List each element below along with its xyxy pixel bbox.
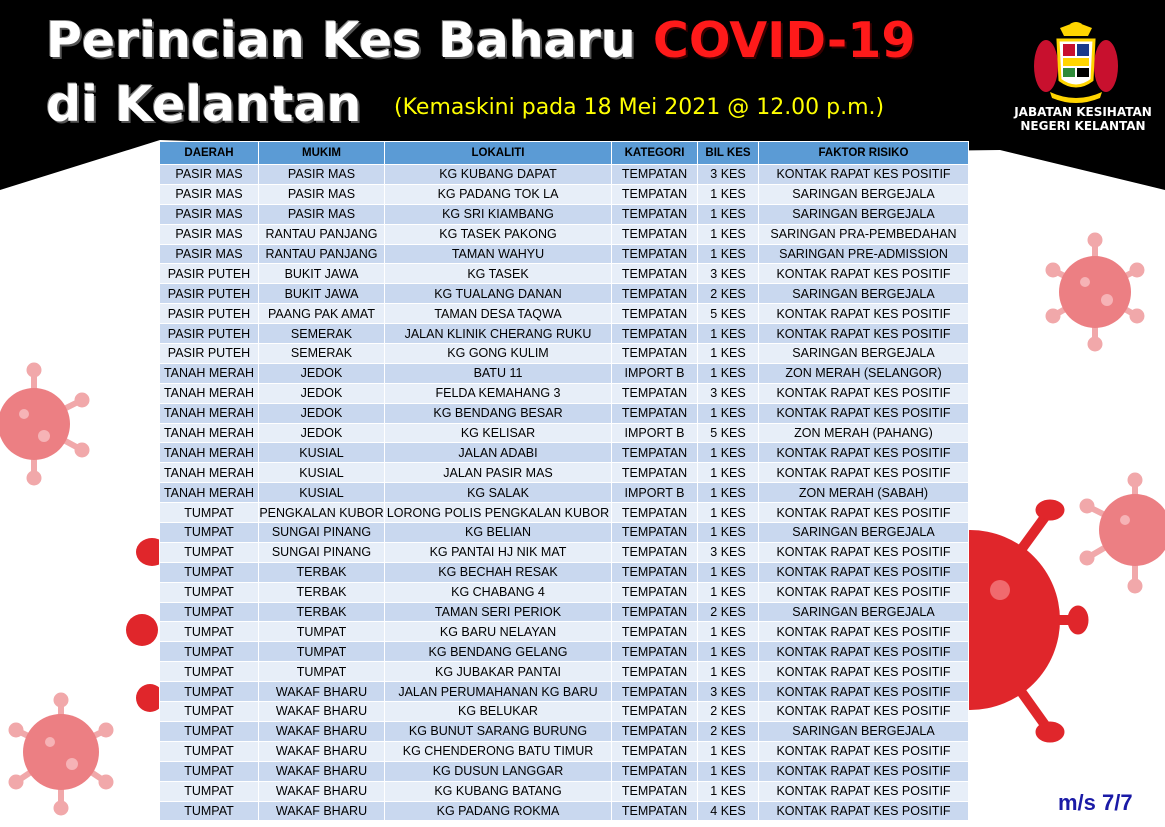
cell-kategori: TEMPATAN (612, 642, 698, 662)
malaysia-coat-of-arms-icon (1030, 22, 1122, 104)
page-number: m/s 7/7 (1058, 790, 1133, 815)
cell-mukim: SUNGAI PINANG (259, 542, 385, 562)
cell-kategori: TEMPATAN (612, 264, 698, 284)
cell-bil-kes: 1 KES (698, 761, 759, 781)
cell-lokaliti: KG BELUKAR (385, 702, 612, 722)
cell-mukim: KUSIAL (259, 483, 385, 503)
cell-bil-kes: 1 KES (698, 562, 759, 582)
cell-kategori: TEMPATAN (612, 562, 698, 582)
cell-mukim: PENGKALAN KUBOR (259, 503, 385, 523)
cell-faktor-risiko: KONTAK RAPAT KES POSITIF (759, 165, 969, 185)
table-row (160, 224, 969, 244)
cell-bil-kes: 1 KES (698, 741, 759, 761)
cell-bil-kes: 2 KES (698, 702, 759, 722)
cell-lokaliti: KG SRI KIAMBANG (385, 204, 612, 224)
cell-bil-kes: 4 KES (698, 801, 759, 821)
cell-mukim: WAKAF BHARU (259, 702, 385, 722)
cell-mukim: WAKAF BHARU (259, 741, 385, 761)
cell-mukim: JEDOK (259, 383, 385, 403)
cell-faktor-risiko: ZON MERAH (PAHANG) (759, 423, 969, 443)
cell-lokaliti: BATU 11 (385, 363, 612, 383)
table-header-row (160, 142, 969, 165)
table-row (160, 781, 969, 801)
cell-bil-kes: 1 KES (698, 403, 759, 423)
cell-kategori: TEMPATAN (612, 503, 698, 523)
cell-mukim: JEDOK (259, 423, 385, 443)
cell-mukim: WAKAF BHARU (259, 682, 385, 702)
cell-daerah: TANAH MERAH (160, 363, 259, 383)
cell-bil-kes: 1 KES (698, 781, 759, 801)
cell-kategori: TEMPATAN (612, 741, 698, 761)
table-row (160, 741, 969, 761)
cell-kategori: TEMPATAN (612, 761, 698, 781)
cell-lokaliti: TAMAN SERI PERIOK (385, 602, 612, 622)
cell-daerah: TANAH MERAH (160, 483, 259, 503)
cell-lokaliti: KG DUSUN LANGGAR (385, 761, 612, 781)
cell-daerah: TUMPAT (160, 503, 259, 523)
cell-daerah: TUMPAT (160, 562, 259, 582)
cell-lokaliti: KG BENDANG GELANG (385, 642, 612, 662)
cell-mukim: WAKAF BHARU (259, 721, 385, 741)
cell-lokaliti: KG PANTAI HJ NIK MAT (385, 542, 612, 562)
table-row (160, 423, 969, 443)
cell-mukim: BUKIT JAWA (259, 264, 385, 284)
cell-daerah: TANAH MERAH (160, 403, 259, 423)
col-header-kategori: KATEGORI (612, 142, 698, 165)
cell-kategori: TEMPATAN (612, 284, 698, 304)
cell-lokaliti: KG KUBANG DAPAT (385, 165, 612, 185)
col-header-faktor-risiko: FAKTOR RISIKO (759, 142, 969, 165)
cell-faktor-risiko: SARINGAN BERGEJALA (759, 602, 969, 622)
cell-bil-kes: 1 KES (698, 184, 759, 204)
cell-daerah: TANAH MERAH (160, 463, 259, 483)
cell-kategori: TEMPATAN (612, 304, 698, 324)
cell-lokaliti: JALAN PASIR MAS (385, 463, 612, 483)
cell-faktor-risiko: KONTAK RAPAT KES POSITIF (759, 682, 969, 702)
cell-lokaliti: LORONG POLIS PENGKALAN KUBOR (385, 503, 612, 523)
cell-kategori: TEMPATAN (612, 443, 698, 463)
cell-faktor-risiko: KONTAK RAPAT KES POSITIF (759, 662, 969, 682)
cell-mukim: TUMPAT (259, 662, 385, 682)
cell-faktor-risiko: SARINGAN BERGEJALA (759, 523, 969, 543)
cell-mukim: WAKAF BHARU (259, 761, 385, 781)
cell-kategori: TEMPATAN (612, 582, 698, 602)
cell-mukim: TUMPAT (259, 642, 385, 662)
cell-lokaliti: KG PADANG ROKMA (385, 801, 612, 821)
cell-lokaliti: JALAN KLINIK CHERANG RUKU (385, 324, 612, 344)
cell-faktor-risiko: KONTAK RAPAT KES POSITIF (759, 542, 969, 562)
cell-faktor-risiko: KONTAK RAPAT KES POSITIF (759, 264, 969, 284)
cell-bil-kes: 3 KES (698, 542, 759, 562)
cell-daerah: TUMPAT (160, 721, 259, 741)
table-row (160, 523, 969, 543)
cell-bil-kes: 1 KES (698, 523, 759, 543)
cell-lokaliti: KG SALAK (385, 483, 612, 503)
cell-faktor-risiko: SARINGAN BERGEJALA (759, 721, 969, 741)
cell-faktor-risiko: SARINGAN BERGEJALA (759, 184, 969, 204)
cell-faktor-risiko: SARINGAN PRE-ADMISSION (759, 244, 969, 264)
cell-kategori: TEMPATAN (612, 602, 698, 622)
page-title-line2: di Kelantan (46, 76, 362, 133)
cell-faktor-risiko: KONTAK RAPAT KES POSITIF (759, 582, 969, 602)
cell-kategori: IMPORT B (612, 363, 698, 383)
cell-faktor-risiko: KONTAK RAPAT KES POSITIF (759, 503, 969, 523)
col-header-daerah: DAERAH (160, 142, 259, 165)
cell-kategori: TEMPATAN (612, 165, 698, 185)
table-row (160, 403, 969, 423)
cell-mukim: WAKAF BHARU (259, 781, 385, 801)
cell-kategori: IMPORT B (612, 423, 698, 443)
cell-faktor-risiko: KONTAK RAPAT KES POSITIF (759, 383, 969, 403)
agency-line1: JABATAN KESIHATAN (1014, 105, 1152, 119)
cell-bil-kes: 2 KES (698, 284, 759, 304)
update-timestamp: (Kemaskini pada 18 Mei 2021 @ 12.00 p.m.) (394, 95, 885, 120)
cell-mukim: SUNGAI PINANG (259, 523, 385, 543)
cell-daerah: TUMPAT (160, 662, 259, 682)
table-row (160, 463, 969, 483)
cell-kategori: TEMPATAN (612, 224, 698, 244)
table-row (160, 801, 969, 821)
cell-daerah: TUMPAT (160, 542, 259, 562)
table-row (160, 542, 969, 562)
cell-kategori: TEMPATAN (612, 622, 698, 642)
agency-name (1008, 105, 1158, 133)
cell-mukim: RANTAU PANJANG (259, 244, 385, 264)
cell-faktor-risiko: SARINGAN PRA-PEMBEDAHAN (759, 224, 969, 244)
table-row (160, 244, 969, 264)
cell-kategori: TEMPATAN (612, 702, 698, 722)
cell-mukim: PASIR MAS (259, 184, 385, 204)
cell-lokaliti: KG BECHAH RESAK (385, 562, 612, 582)
cell-daerah: TUMPAT (160, 702, 259, 722)
cell-kategori: TEMPATAN (612, 721, 698, 741)
cell-daerah: TUMPAT (160, 741, 259, 761)
cell-bil-kes: 3 KES (698, 383, 759, 403)
cell-lokaliti: TAMAN WAHYU (385, 244, 612, 264)
title-covid-part: COVID-19 (652, 12, 916, 69)
cell-mukim: SEMERAK (259, 344, 385, 364)
cell-kategori: TEMPATAN (612, 344, 698, 364)
cell-bil-kes: 1 KES (698, 622, 759, 642)
cell-kategori: TEMPATAN (612, 662, 698, 682)
cell-mukim: TERBAK (259, 562, 385, 582)
cell-faktor-risiko: KONTAK RAPAT KES POSITIF (759, 463, 969, 483)
cell-bil-kes: 1 KES (698, 344, 759, 364)
cell-bil-kes: 1 KES (698, 324, 759, 344)
cell-lokaliti: KG BELIAN (385, 523, 612, 543)
cell-mukim: PASIR MAS (259, 204, 385, 224)
cell-bil-kes: 1 KES (698, 443, 759, 463)
table-row (160, 721, 969, 741)
coronavirus-icon (1045, 232, 1145, 352)
cell-daerah: TANAH MERAH (160, 423, 259, 443)
cell-faktor-risiko: KONTAK RAPAT KES POSITIF (759, 622, 969, 642)
cell-lokaliti: JALAN ADABI (385, 443, 612, 463)
cell-daerah: TUMPAT (160, 582, 259, 602)
table-row (160, 363, 969, 383)
table-row (160, 503, 969, 523)
cell-kategori: IMPORT B (612, 483, 698, 503)
table-row (160, 165, 969, 185)
cell-bil-kes: 1 KES (698, 483, 759, 503)
cell-daerah: PASIR PUTEH (160, 324, 259, 344)
cell-mukim: TUMPAT (259, 622, 385, 642)
table-row (160, 642, 969, 662)
table-row (160, 324, 969, 344)
cell-faktor-risiko: KONTAK RAPAT KES POSITIF (759, 702, 969, 722)
cell-mukim: JEDOK (259, 403, 385, 423)
cell-lokaliti: KG BARU NELAYAN (385, 622, 612, 642)
cell-daerah: PASIR PUTEH (160, 264, 259, 284)
cell-bil-kes: 3 KES (698, 682, 759, 702)
cell-lokaliti: JALAN PERUMAHANAN KG BARU (385, 682, 612, 702)
cell-lokaliti: KG GONG KULIM (385, 344, 612, 364)
table-row (160, 344, 969, 364)
cell-mukim: PASIR MAS (259, 165, 385, 185)
cell-faktor-risiko: KONTAK RAPAT KES POSITIF (759, 443, 969, 463)
cell-bil-kes: 3 KES (698, 165, 759, 185)
cell-lokaliti: KG TASEK PAKONG (385, 224, 612, 244)
cell-bil-kes: 3 KES (698, 264, 759, 284)
cell-daerah: TUMPAT (160, 781, 259, 801)
coronavirus-icon (0, 360, 92, 490)
table-row (160, 602, 969, 622)
cell-daerah: PASIR MAS (160, 244, 259, 264)
cell-mukim: TERBAK (259, 582, 385, 602)
cell-daerah: PASIR MAS (160, 165, 259, 185)
cell-daerah: TUMPAT (160, 761, 259, 781)
table-row (160, 284, 969, 304)
col-header-mukim: MUKIM (259, 142, 385, 165)
cell-daerah: TANAH MERAH (160, 443, 259, 463)
agency-line2: NEGERI KELANTAN (1020, 119, 1146, 133)
cell-faktor-risiko: KONTAK RAPAT KES POSITIF (759, 642, 969, 662)
cell-bil-kes: 1 KES (698, 642, 759, 662)
cell-daerah: TUMPAT (160, 523, 259, 543)
cell-bil-kes: 1 KES (698, 224, 759, 244)
cell-daerah: TUMPAT (160, 642, 259, 662)
cell-bil-kes: 1 KES (698, 244, 759, 264)
cell-faktor-risiko: SARINGAN BERGEJALA (759, 284, 969, 304)
cell-kategori: TEMPATAN (612, 383, 698, 403)
cell-mukim: TERBAK (259, 602, 385, 622)
cell-lokaliti: KG KELISAR (385, 423, 612, 443)
cell-lokaliti: KG CHENDERONG BATU TIMUR (385, 741, 612, 761)
cell-faktor-risiko: KONTAK RAPAT KES POSITIF (759, 562, 969, 582)
cell-mukim: KUSIAL (259, 463, 385, 483)
cell-daerah: PASIR PUTEH (160, 284, 259, 304)
cell-lokaliti: KG CHABANG 4 (385, 582, 612, 602)
cell-lokaliti: TAMAN DESA TAQWA (385, 304, 612, 324)
cell-kategori: TEMPATAN (612, 682, 698, 702)
cell-lokaliti: KG BUNUT SARANG BURUNG (385, 721, 612, 741)
table-row (160, 622, 969, 642)
table-row (160, 582, 969, 602)
cell-kategori: TEMPATAN (612, 801, 698, 821)
cell-daerah: TUMPAT (160, 682, 259, 702)
cell-mukim: RANTAU PANJANG (259, 224, 385, 244)
cases-table (159, 141, 969, 821)
cell-bil-kes: 2 KES (698, 721, 759, 741)
table-row (160, 761, 969, 781)
cell-mukim: PAANG PAK AMAT (259, 304, 385, 324)
cell-bil-kes: 1 KES (698, 662, 759, 682)
cell-bil-kes: 5 KES (698, 423, 759, 443)
cell-faktor-risiko: SARINGAN BERGEJALA (759, 204, 969, 224)
cell-mukim: BUKIT JAWA (259, 284, 385, 304)
cell-bil-kes: 1 KES (698, 582, 759, 602)
cell-mukim: WAKAF BHARU (259, 801, 385, 821)
table-row (160, 264, 969, 284)
table-row (160, 184, 969, 204)
cell-faktor-risiko: KONTAK RAPAT KES POSITIF (759, 324, 969, 344)
cell-faktor-risiko: ZON MERAH (SELANGOR) (759, 363, 969, 383)
cell-kategori: TEMPATAN (612, 542, 698, 562)
cell-bil-kes: 1 KES (698, 503, 759, 523)
col-header-bil-kes: BIL KES (698, 142, 759, 165)
col-header-lokaliti: LOKALITI (385, 142, 612, 165)
cell-lokaliti: FELDA KEMAHANG 3 (385, 383, 612, 403)
cell-daerah: PASIR PUTEH (160, 304, 259, 324)
cell-daerah: PASIR MAS (160, 224, 259, 244)
table-row (160, 443, 969, 463)
cell-kategori: TEMPATAN (612, 463, 698, 483)
title-white-part: Perincian Kes Baharu (46, 12, 653, 69)
table-row (160, 483, 969, 503)
cell-faktor-risiko: KONTAK RAPAT KES POSITIF (759, 781, 969, 801)
cell-lokaliti: KG BENDANG BESAR (385, 403, 612, 423)
cell-lokaliti: KG TASEK (385, 264, 612, 284)
table-row (160, 383, 969, 403)
cell-bil-kes: 1 KES (698, 463, 759, 483)
cell-kategori: TEMPATAN (612, 244, 698, 264)
cell-daerah: PASIR PUTEH (160, 344, 259, 364)
cell-faktor-risiko: KONTAK RAPAT KES POSITIF (759, 304, 969, 324)
cell-daerah: TUMPAT (160, 602, 259, 622)
table-body (160, 165, 969, 821)
cell-daerah: TUMPAT (160, 622, 259, 642)
table-row (160, 304, 969, 324)
cell-lokaliti: KG TUALANG DANAN (385, 284, 612, 304)
cell-mukim: SEMERAK (259, 324, 385, 344)
page-title (46, 12, 915, 69)
cell-bil-kes: 1 KES (698, 204, 759, 224)
table-row (160, 562, 969, 582)
cell-bil-kes: 1 KES (698, 363, 759, 383)
cell-bil-kes: 2 KES (698, 602, 759, 622)
cell-lokaliti: KG KUBANG BATANG (385, 781, 612, 801)
cell-kategori: TEMPATAN (612, 204, 698, 224)
table-row (160, 682, 969, 702)
table-row (160, 204, 969, 224)
cell-faktor-risiko: SARINGAN BERGEJALA (759, 344, 969, 364)
cell-kategori: TEMPATAN (612, 324, 698, 344)
cell-mukim: JEDOK (259, 363, 385, 383)
cell-bil-kes: 5 KES (698, 304, 759, 324)
cell-faktor-risiko: KONTAK RAPAT KES POSITIF (759, 741, 969, 761)
cell-daerah: PASIR MAS (160, 184, 259, 204)
coronavirus-icon (6, 690, 116, 820)
cell-daerah: TUMPAT (160, 801, 259, 821)
cell-kategori: TEMPATAN (612, 523, 698, 543)
cell-daerah: PASIR MAS (160, 204, 259, 224)
table-row (160, 702, 969, 722)
cell-kategori: TEMPATAN (612, 781, 698, 801)
cell-mukim: KUSIAL (259, 443, 385, 463)
cell-faktor-risiko: KONTAK RAPAT KES POSITIF (759, 761, 969, 781)
cell-faktor-risiko: KONTAK RAPAT KES POSITIF (759, 801, 969, 821)
cell-faktor-risiko: ZON MERAH (SABAH) (759, 483, 969, 503)
cell-kategori: TEMPATAN (612, 403, 698, 423)
cell-faktor-risiko: KONTAK RAPAT KES POSITIF (759, 403, 969, 423)
table-row (160, 662, 969, 682)
cell-kategori: TEMPATAN (612, 184, 698, 204)
cell-daerah: TANAH MERAH (160, 383, 259, 403)
cell-lokaliti: KG PADANG TOK LA (385, 184, 612, 204)
cell-lokaliti: KG JUBAKAR PANTAI (385, 662, 612, 682)
